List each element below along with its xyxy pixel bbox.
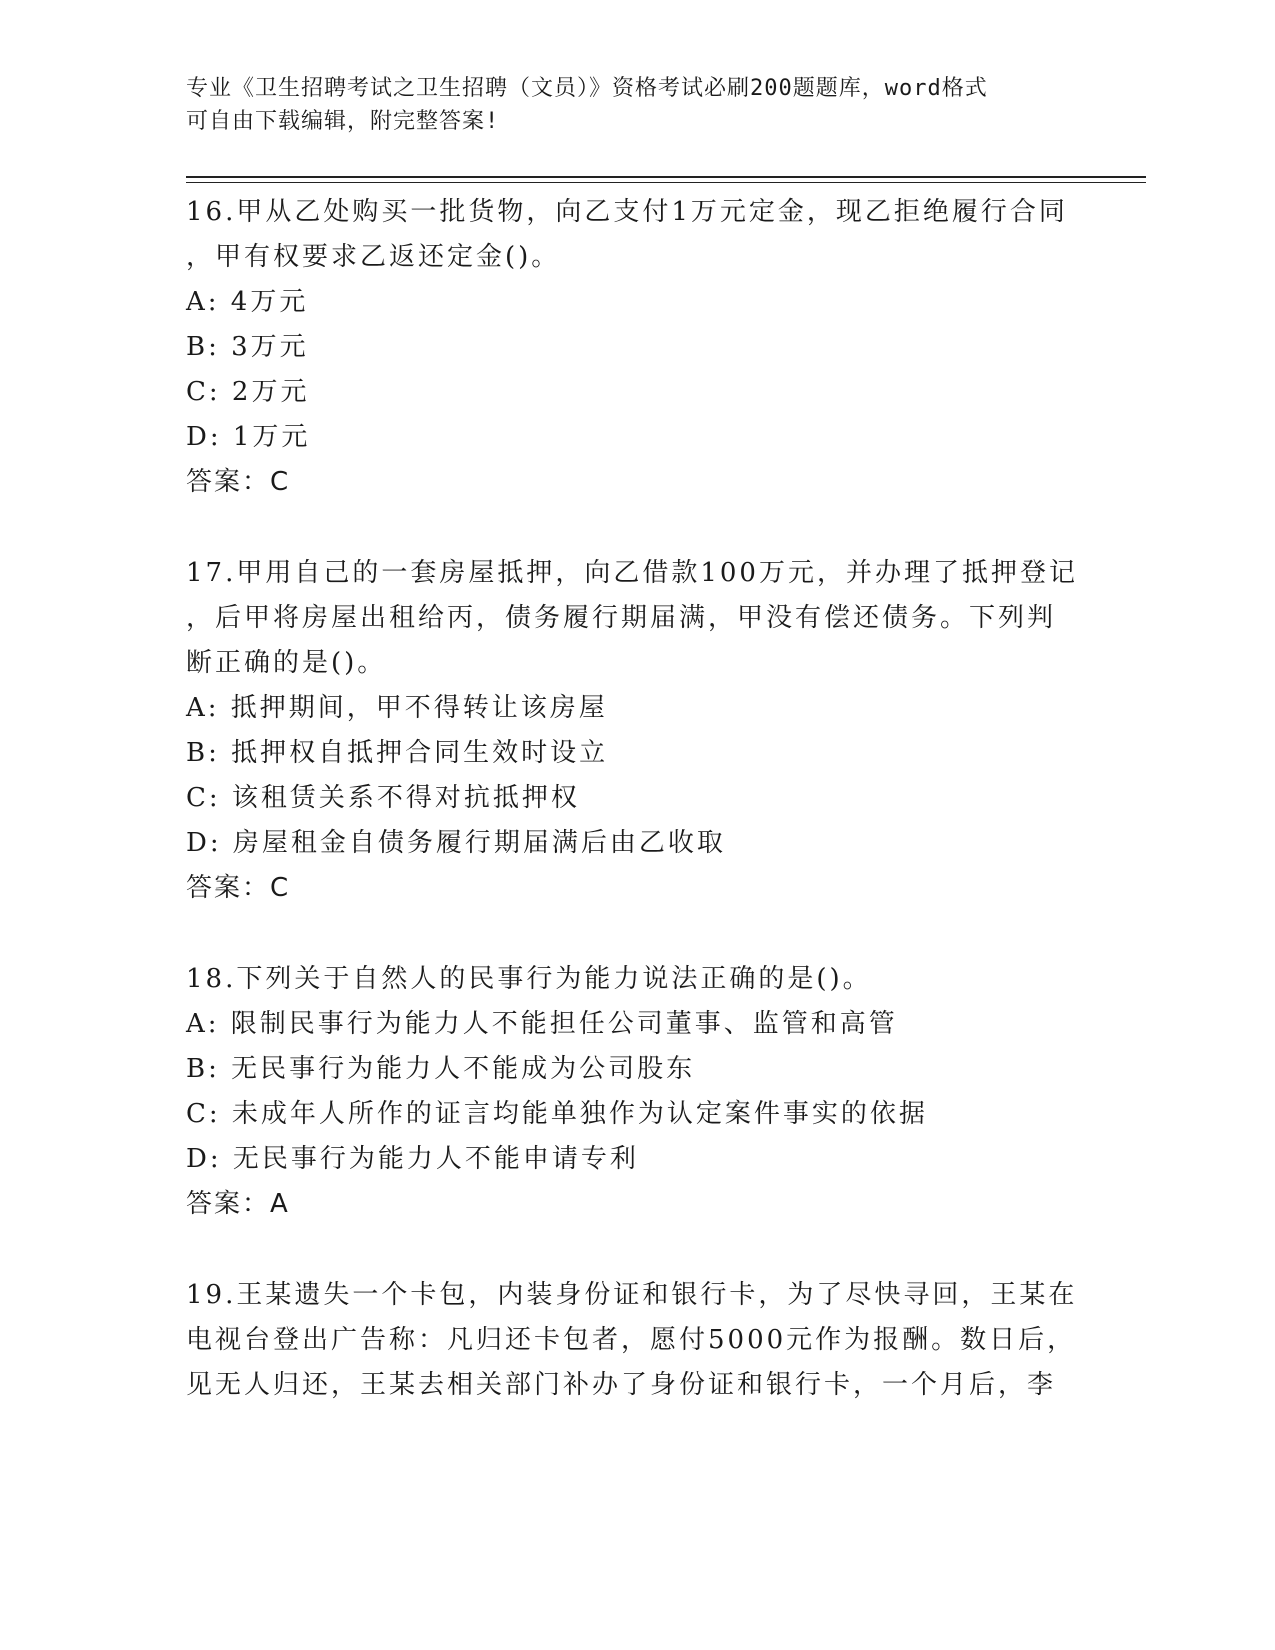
question-18: [186, 957, 1086, 1227]
question-text: 18.下列关于自然人的民事行为能力说法正确的是()。: [186, 964, 872, 994]
option-c: C: 该租赁关系不得对抗抵押权: [186, 783, 580, 813]
option-b: B: 3万元: [186, 332, 309, 362]
option-a: A: 4万元: [186, 287, 309, 317]
document-header: [186, 72, 1066, 138]
question-text: 电视台登出广告称：凡归还卡包者，愿付5000元作为报酬。数日后，: [186, 1325, 1077, 1355]
header-line-1: 专业《卫生招聘考试之卫生招聘（文员）》资格考试必刷200题题库，word格式: [186, 76, 988, 101]
question-text: ，后甲将房屋出租给丙，债务履行期届满，甲没有偿还债务。下列判: [186, 603, 1057, 633]
header-divider-thick: [186, 176, 1146, 178]
question-text: 断正确的是()。: [186, 648, 387, 678]
question-list: [186, 190, 1086, 1454]
question-text: ，甲有权要求乙返还定金()。: [186, 242, 561, 272]
option-a: A: 抵押期间，甲不得转让该房屋: [186, 693, 608, 723]
option-c: C: 2万元: [186, 377, 310, 407]
header-line-2: 可自由下载编辑，附完整答案!: [186, 109, 500, 134]
question-text: 19.王某遗失一个卡包，内装身份证和银行卡，为了尽快寻回，王某在: [186, 1280, 1078, 1310]
option-d: D: 房屋租金自债务履行期届满后由乙收取: [186, 828, 726, 858]
option-b: B: 无民事行为能力人不能成为公司股东: [186, 1054, 696, 1084]
answer: 答案：A: [186, 1189, 290, 1219]
option-d: D: 1万元: [186, 422, 311, 452]
option-d: D: 无民事行为能力人不能申请专利: [186, 1144, 639, 1174]
question-17: [186, 551, 1086, 911]
option-b: B: 抵押权自抵押合同生效时设立: [186, 738, 609, 768]
answer: 答案：C: [186, 467, 291, 497]
question-19: [186, 1273, 1086, 1408]
answer: 答案：C: [186, 873, 291, 903]
option-c: C: 未成年人所作的证言均能单独作为认定案件事实的依据: [186, 1099, 928, 1129]
question-text: 16.甲从乙处购买一批货物，向乙支付1万元定金，现乙拒绝履行合同: [186, 197, 1068, 227]
question-16: [186, 190, 1086, 505]
question-text: 见无人归还，王某去相关部门补办了身份证和银行卡，一个月后，李: [186, 1370, 1057, 1400]
question-text: 17.甲用自己的一套房屋抵押，向乙借款100万元，并办理了抵押登记: [186, 558, 1078, 588]
option-a: A: 限制民事行为能力人不能担任公司董事、监管和高管: [186, 1009, 898, 1039]
header-divider-thin: [186, 182, 1146, 183]
